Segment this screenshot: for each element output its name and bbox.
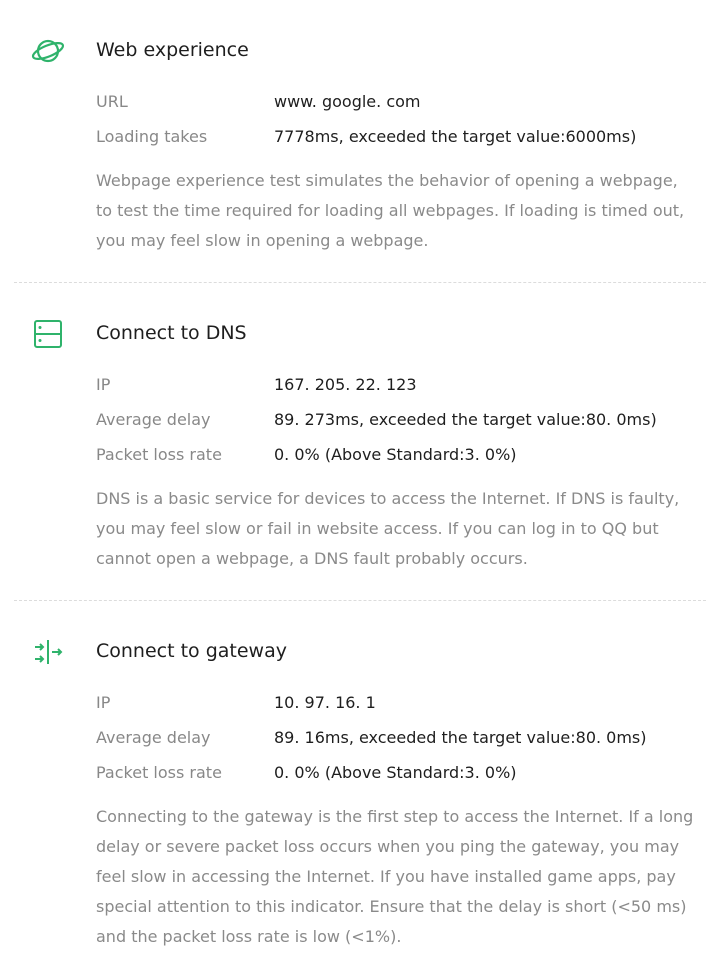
row-value: www. google. com <box>274 92 421 111</box>
row-label: IP <box>96 693 111 712</box>
info-row-url <box>96 92 696 116</box>
section-description: DNS is a basic service for devices to access the Internet. If DNS is faulty, you may feel slow or fail in website access. If you can log in to QQ but cannot open a webpage, a DNS fault probably occurs. <box>96 489 680 568</box>
row-value: 10. 97. 16. 1 <box>274 693 376 712</box>
row-value: 0. 0% (Above Standard:3. 0%) <box>274 763 517 782</box>
section-description: Connecting to the gateway is the first step to access the Internet. If a long delay or severe packet loss occurs when you ping the gateway, you may feel slow in accessing the Internet. If you have installed game apps, pay special attention to this indicator. Ensure that the delay is short (<50 ms) and the packet loss rate is low (<1%). <box>96 807 694 946</box>
info-row-ip <box>96 693 696 717</box>
row-value: 167. 205. 22. 123 <box>274 375 417 394</box>
info-row-ip <box>96 375 696 399</box>
row-value: 89. 16ms, exceeded the target value:80. 0ms) <box>274 728 647 747</box>
info-row-average-delay <box>96 728 696 752</box>
section-divider <box>14 600 706 601</box>
section-divider <box>14 282 706 283</box>
planet-icon <box>30 33 66 69</box>
server-icon <box>30 316 66 352</box>
section-title: Connect to gateway <box>96 640 287 662</box>
info-row-packet-loss <box>96 445 696 469</box>
row-label: URL <box>96 92 128 111</box>
section-title: Connect to DNS <box>96 322 247 344</box>
row-value: 7778ms, exceeded the target value:6000ms) <box>274 127 637 146</box>
info-row-average-delay <box>96 410 696 434</box>
row-label: Average delay <box>96 728 211 747</box>
info-row-loading <box>96 127 696 151</box>
section-title: Web experience <box>96 39 249 61</box>
row-value: 0. 0% (Above Standard:3. 0%) <box>274 445 517 464</box>
row-label: Packet loss rate <box>96 763 222 782</box>
info-row-packet-loss <box>96 763 696 787</box>
row-value: 89. 273ms, exceeded the target value:80. 0ms) <box>274 410 657 429</box>
row-label: Packet loss rate <box>96 445 222 464</box>
row-label: IP <box>96 375 111 394</box>
gateway-arrows-icon <box>30 634 66 670</box>
row-label: Loading takes <box>96 127 208 146</box>
section-description: Webpage experience test simulates the behavior of opening a webpage, to test the time required for loading all webpages. If loading is timed out, you may feel slow in opening a webpage. <box>96 171 685 250</box>
row-label: Average delay <box>96 410 211 429</box>
